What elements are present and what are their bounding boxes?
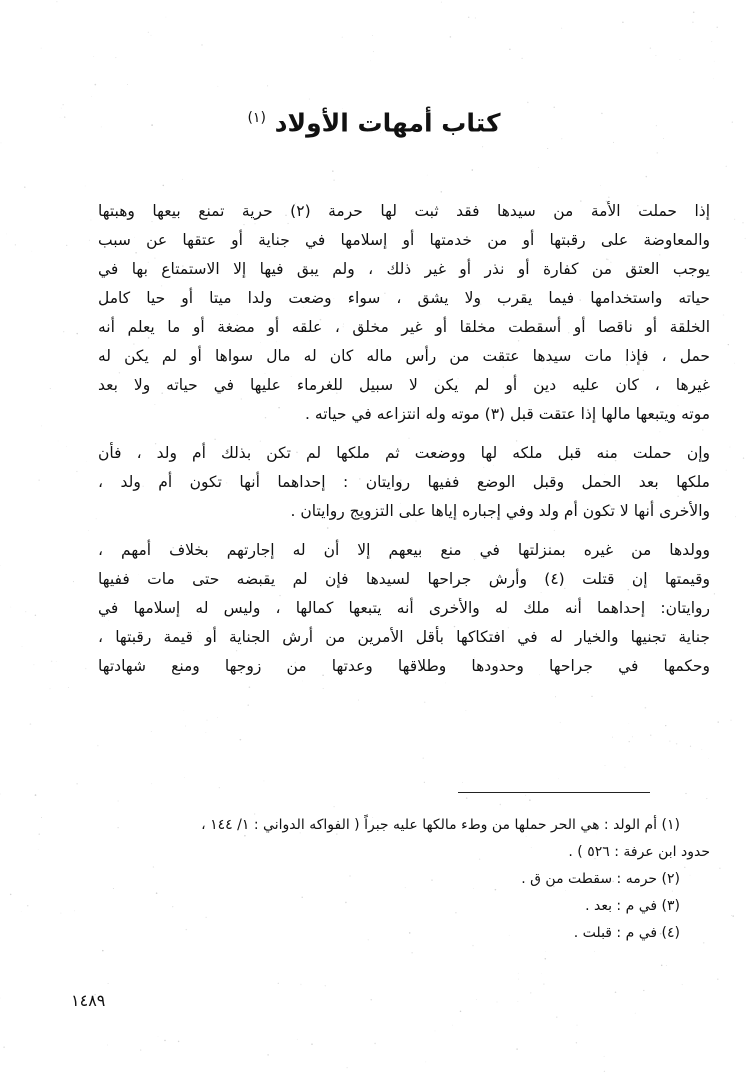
paper-speck (86, 461, 87, 462)
paper-speck (600, 185, 601, 186)
paper-speck (25, 611, 26, 612)
paper-speck (460, 1011, 461, 1012)
paper-speck (6, 234, 7, 235)
paper-speck (424, 701, 426, 703)
paper-speck (604, 1071, 605, 1072)
paper-speck (729, 447, 730, 448)
paper-speck (706, 798, 707, 799)
paper-speck (41, 48, 42, 49)
paper-speck (89, 240, 90, 241)
paper-speck (711, 41, 712, 42)
paper-speck (690, 746, 691, 747)
paper-speck (24, 187, 25, 188)
paper-speck (323, 688, 324, 689)
footnote-line: حدود ابن عرفة : ٥٢٦ ) . (568, 844, 710, 860)
paper-speck (605, 765, 606, 766)
paper-speck (333, 179, 334, 180)
paper-speck (217, 717, 218, 718)
footnotes (98, 812, 710, 947)
paper-speck (50, 388, 51, 389)
paper-speck (30, 723, 32, 725)
paper-speck (11, 607, 12, 608)
paper-speck (219, 787, 220, 788)
paper-speck (604, 1056, 605, 1057)
paper-speck (472, 169, 474, 171)
paper-speck (475, 17, 476, 18)
paper-speck (734, 219, 735, 220)
paper-speck (0, 794, 1, 795)
paper-speck (39, 833, 40, 834)
paper-speck (56, 1, 57, 2)
paper-speck (95, 84, 97, 86)
paper-speck (682, 984, 683, 985)
paper-speck (38, 849, 39, 850)
paper-speck (185, 726, 186, 727)
paper-speck (435, 1030, 436, 1031)
paper-speck (622, 21, 624, 23)
paper-speck (66, 245, 67, 246)
paper-speck (657, 152, 658, 153)
paper-speck (545, 951, 546, 952)
paper-speck (115, 57, 116, 58)
paper-speck (723, 314, 725, 316)
paper-speck (650, 48, 651, 49)
paper-speck (97, 745, 99, 747)
paper-speck (374, 1043, 375, 1044)
footnote-separator (458, 792, 650, 793)
paper-speck (719, 868, 720, 869)
paper-speck (468, 17, 469, 18)
paper-speck (56, 661, 57, 662)
paper-speck (73, 581, 74, 582)
paper-speck (735, 516, 736, 517)
title-footnote-mark: (١) (247, 110, 266, 126)
paper-speck (163, 185, 165, 187)
paper-speck (745, 238, 746, 239)
paper-speck (669, 741, 670, 742)
body-text (98, 197, 710, 681)
paper-speck (615, 992, 617, 994)
paper-speck (342, 37, 343, 38)
paper-speck (731, 915, 732, 916)
paper-speck (178, 1041, 180, 1043)
paper-speck (240, 739, 242, 741)
paper-speck (76, 783, 77, 784)
footnote-line: (٤) في م : قبلت . (573, 925, 680, 941)
paper-speck (325, 985, 326, 986)
paper-speck (151, 731, 152, 732)
paper-speck (708, 758, 709, 759)
paper-speck (661, 965, 662, 966)
paragraph-gap (98, 429, 710, 439)
paragraph-3 (98, 536, 710, 681)
paper-speck (676, 743, 678, 745)
text-line: روايتان: إحداهما أنه ملك له والأخرى أنه يتبعها كمالها ، وليس له إسلامها في (98, 599, 710, 617)
paper-speck (88, 530, 89, 531)
paper-speck (518, 1001, 519, 1002)
chapter-title (0, 98, 748, 143)
paper-speck (22, 646, 23, 647)
paper-speck (118, 801, 119, 802)
paper-speck (263, 780, 264, 781)
paper-speck (576, 1025, 577, 1026)
paper-speck (655, 55, 656, 56)
paper-speck (182, 179, 183, 180)
paper-speck (248, 705, 249, 706)
footnote-line: (٢) حرمه : سقطت من ق . (521, 871, 680, 887)
paper-speck (10, 894, 12, 896)
paper-speck (726, 470, 727, 471)
paper-speck (466, 710, 467, 711)
paper-speck (666, 965, 667, 966)
paper-speck (556, 1017, 557, 1018)
paper-speck (63, 331, 64, 332)
paper-speck (521, 58, 522, 59)
paper-speck (560, 722, 561, 723)
paper-speck (49, 688, 50, 689)
paper-speck (543, 983, 544, 984)
paper-speck (665, 725, 666, 726)
paper-speck (107, 1045, 108, 1046)
paper-speck (201, 44, 202, 45)
paper-speck (21, 911, 22, 912)
paper-speck (27, 905, 28, 906)
paper-speck (158, 1036, 159, 1037)
paper-speck (184, 777, 185, 778)
chapter-title-text: كتاب أمهات الأولاد (274, 108, 501, 138)
paper-speck (151, 783, 152, 784)
paper-speck (371, 999, 372, 1000)
paper-speck (370, 60, 371, 61)
paper-speck (538, 167, 539, 168)
paper-speck (629, 741, 630, 742)
paper-speck (516, 1048, 517, 1049)
paper-speck (411, 952, 412, 953)
paper-speck (732, 915, 733, 916)
paper-speck (466, 797, 468, 799)
paper-speck (742, 222, 743, 223)
paper-speck (628, 723, 629, 724)
text-line: الخلقة أو ناقصا أو أسقطت مخلقا أو غير مخلق ، علقه أو مضغة أو ما يعلم أنه (98, 318, 710, 336)
paper-speck (624, 767, 625, 768)
paper-speck (267, 1054, 268, 1055)
paper-speck (68, 687, 69, 688)
paper-speck (452, 1025, 453, 1026)
paper-speck (35, 794, 37, 796)
paper-speck (91, 96, 92, 97)
paper-speck (267, 85, 268, 86)
paper-speck (151, 35, 152, 36)
paper-speck (85, 185, 86, 186)
paper-speck (445, 683, 446, 684)
paper-speck (278, 983, 279, 984)
text-line: غيرها ، كان عليه دين أو لم يكن لا سبيل للغرماء عليها في حياته ولا بعد (98, 376, 710, 394)
text-line: والمعاوضة على رقبتها أو من خدمتها أو إسلامها في جناية أو عتقها عن سبب (98, 231, 710, 249)
paper-speck (60, 913, 61, 914)
text-line: حمل ، فإذا مات سيدها عتقت من رأس ماله كان له مال سواها أو لم يكن له (98, 347, 710, 365)
paper-speck (76, 471, 77, 472)
paper-speck (679, 59, 680, 60)
paper-speck (39, 480, 40, 481)
paper-speck (441, 191, 442, 192)
paper-speck (591, 696, 592, 697)
paper-speck (148, 32, 149, 33)
paper-speck (476, 999, 477, 1000)
paragraph-2 (98, 439, 710, 526)
paper-speck (545, 958, 546, 959)
paper-speck (424, 782, 425, 783)
paper-speck (205, 732, 206, 733)
paragraph-gap (98, 526, 710, 536)
paper-speck (333, 806, 334, 807)
paper-speck (450, 36, 452, 38)
paper-speck (423, 757, 424, 758)
footnote-line: (١) أم الولد : هي الحر حملها من وطء مالكها عليه جبراً ( الفواكه الدواني : ١/ ١٤٤ ، (201, 817, 680, 833)
paper-speck (427, 175, 428, 176)
paper-speck (693, 12, 695, 14)
paper-speck (718, 721, 719, 722)
paper-speck (41, 426, 42, 427)
text-line: وقيمتها إن قتلت (٤) وأرش جراحها لسيدها فإن لم يقبضه حتى مات ففيها (98, 570, 710, 588)
paper-speck (717, 979, 718, 980)
paper-speck (576, 1042, 577, 1043)
text-line: وإن حملت منه قبل ملكه لها ووضعت ثم ملكها لم تكن بذلك أم ولد ، فأن (98, 444, 710, 462)
paper-speck (561, 28, 562, 29)
paper-speck (482, 146, 483, 147)
paper-speck (555, 696, 556, 697)
paper-speck (41, 817, 42, 818)
paper-speck (714, 593, 715, 594)
paper-speck (15, 244, 16, 245)
paper-speck (183, 710, 184, 711)
paper-speck (33, 664, 34, 665)
paper-speck (547, 148, 548, 149)
paper-speck (726, 166, 727, 167)
paper-speck (713, 78, 714, 79)
paper-speck (164, 1040, 165, 1041)
paper-speck (734, 363, 735, 364)
paper-speck (347, 1067, 348, 1068)
paper-speck (462, 782, 463, 783)
paper-speck (594, 951, 595, 952)
paper-speck (140, 1050, 141, 1051)
text-line: والأخرى أنها لا تكون أم ولد وفي إجباره إياها على التزويج روايتان . (290, 502, 710, 520)
paper-speck (645, 707, 647, 709)
paper-speck (35, 615, 36, 616)
paper-speck (66, 446, 67, 447)
paper-speck (31, 251, 32, 252)
paper-speck (3, 1047, 4, 1048)
paper-speck (108, 983, 109, 984)
paper-speck (635, 1013, 636, 1014)
paper-speck (425, 1062, 426, 1063)
paper-speck (612, 737, 613, 738)
paper-speck (102, 950, 104, 952)
text-line: وحكمها في جراحها وحدودها وطلاقها وعدتها من زوجها ومنع شهادتها (98, 657, 710, 675)
paper-speck (127, 84, 128, 85)
paper-speck (85, 668, 86, 669)
paper-speck (646, 176, 647, 177)
paper-speck (90, 219, 91, 220)
paper-speck (372, 35, 373, 36)
paper-speck (692, 22, 694, 24)
paper-speck (518, 973, 519, 974)
paper-speck (373, 51, 374, 52)
paper-speck (650, 735, 651, 736)
paper-speck (249, 686, 250, 687)
paper-speck (74, 910, 75, 911)
paper-speck (717, 27, 718, 28)
paper-speck (217, 86, 218, 87)
paper-speck (529, 799, 531, 801)
paper-speck (94, 56, 95, 57)
paper-speck (701, 749, 702, 750)
paragraph-1 (98, 197, 710, 429)
paper-speck (76, 333, 77, 334)
paper-speck (332, 170, 334, 172)
paper-speck (632, 736, 633, 737)
paper-speck (741, 272, 742, 273)
text-line: وولدها من غيره بمنزلتها في منع بيعهم إلا أن له إجارتهم بخلاف أمهم ، (98, 541, 710, 559)
paper-speck (207, 720, 208, 721)
paper-speck (441, 2, 442, 3)
paper-speck (714, 61, 715, 62)
paper-speck (496, 1001, 497, 1002)
paper-speck (730, 720, 731, 721)
text-line: حياته واستخدامها فيما يقرب ولا يشق ، سواء وضعت ولدا ميتا أو حيا كامل (98, 289, 710, 307)
paper-speck (300, 984, 301, 985)
page-number: ١٤٨٩ (71, 991, 106, 1010)
paper-speck (500, 804, 501, 805)
footnote-line: (٣) في م : بعد . (585, 898, 680, 914)
paper-speck (311, 1043, 312, 1044)
text-line: ملكها بعد الحمل وقبل الوضع ففيها روايتان : إحداهما أنها تكون أم ولد ، (98, 473, 710, 491)
paper-speck (728, 344, 729, 345)
paper-speck (58, 441, 59, 442)
paper-speck (509, 49, 510, 50)
paper-speck (358, 700, 359, 701)
paper-speck (51, 661, 52, 662)
paper-speck (743, 457, 744, 458)
paper-speck (96, 518, 97, 519)
text-line: موته ويتبعها مالها إذا عتقت قبل (٣) موته وله انتزاعه في حياته . (305, 405, 710, 423)
paper-speck (558, 778, 559, 779)
text-line: جناية تجنيها والخيار له في افتكاكها بأقل الأمرين من أرش الجناية أو قيمة رقبتها ، (98, 628, 710, 646)
text-line: إذا حملت الأمة من سيدها فقد ثبت لها حرمة (٢) حرية تمنع بيعها وهبتها (98, 202, 710, 220)
text-line: يوجب العتق من كفارة أو نذر أو غير ذلك ، ولم يبق فيها إلا الاستمتاع بها في (98, 260, 710, 278)
paper-speck (297, 1039, 298, 1040)
paper-speck (166, 17, 167, 18)
paper-speck (530, 992, 531, 993)
paper-speck (541, 973, 542, 974)
paper-speck (518, 979, 519, 980)
paper-speck (525, 795, 526, 796)
paper-speck (685, 793, 686, 794)
paper-speck (643, 990, 644, 991)
